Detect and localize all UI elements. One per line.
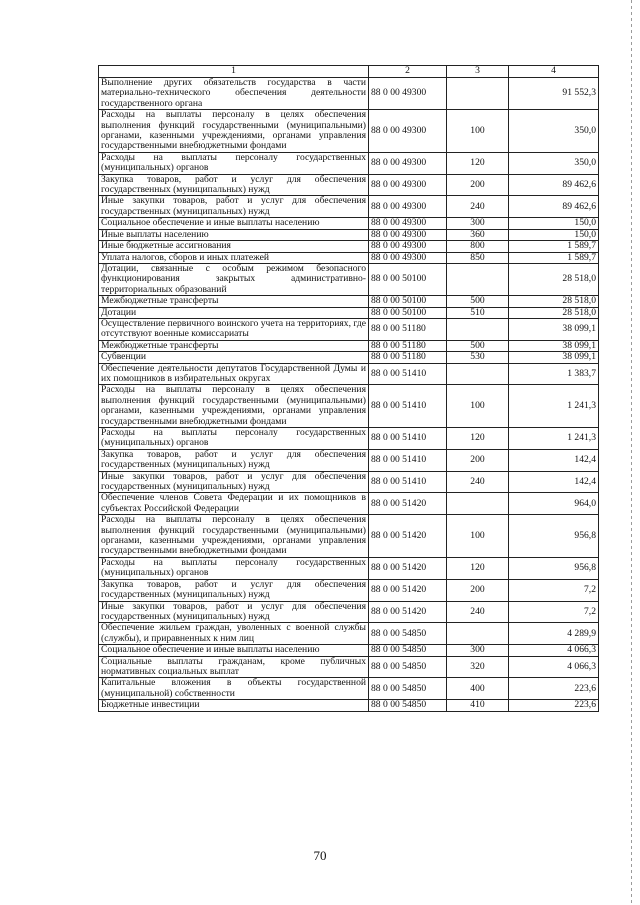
row-name: Бюджетные инвестиции (99, 700, 369, 711)
expense-type-code: 320 (447, 656, 509, 678)
table-row (99, 307, 599, 318)
row-name: Социальное обеспечение и иные выплаты населению (99, 645, 369, 656)
table-row (99, 196, 599, 218)
row-name: Иные закупки товаров, работ и услуг для обеспечения государственных (муниципальных) нужд (99, 196, 369, 218)
target-article-code: 88 0 00 50100 (369, 296, 447, 307)
amount: 150,0 (509, 218, 599, 229)
expense-type-code (447, 318, 509, 340)
expense-type-code: 200 (447, 579, 509, 601)
target-article-code: 88 0 00 49300 (369, 218, 447, 229)
expense-type-code: 300 (447, 218, 509, 229)
expense-type-code: 100 (447, 385, 509, 428)
page-edge (631, 0, 632, 905)
expense-type-code (447, 78, 509, 110)
row-name: Иные выплаты населению (99, 229, 369, 240)
table-row (99, 623, 599, 645)
amount: 142,4 (509, 449, 599, 471)
table-row (99, 340, 599, 351)
expense-type-code (447, 493, 509, 515)
amount: 91 552,3 (509, 78, 599, 110)
amount: 4 289,9 (509, 623, 599, 645)
row-name: Межбюджетные трансферты (99, 296, 369, 307)
table-row (99, 174, 599, 196)
expense-type-code: 800 (447, 241, 509, 252)
row-name: Дотации (99, 307, 369, 318)
amount: 956,8 (509, 515, 599, 558)
target-article-code: 88 0 00 51420 (369, 515, 447, 558)
row-name: Осуществление первичного воинского учета на территориях, где отсутствуют военные комиссариаты (99, 318, 369, 340)
expense-type-code: 200 (447, 174, 509, 196)
target-article-code: 88 0 00 51420 (369, 579, 447, 601)
amount: 1 383,7 (509, 363, 599, 385)
table-row (99, 352, 599, 363)
column-header-code: 2 (369, 66, 447, 78)
amount: 223,6 (509, 678, 599, 700)
table-row (99, 152, 599, 174)
table-row (99, 557, 599, 579)
amount: 4 066,3 (509, 645, 599, 656)
target-article-code: 88 0 00 49300 (369, 174, 447, 196)
row-name: Обеспечение членов Совета Федерации и их помощников в субъектах Российской Федерации (99, 493, 369, 515)
amount: 28 518,0 (509, 263, 599, 295)
row-name: Расходы на выплаты персоналу государственных (муниципальных) органов (99, 152, 369, 174)
target-article-code: 88 0 00 49300 (369, 229, 447, 240)
amount: 956,8 (509, 557, 599, 579)
amount: 7,2 (509, 601, 599, 623)
expense-type-code (447, 363, 509, 385)
table-body (99, 78, 599, 712)
target-article-code: 88 0 00 49300 (369, 241, 447, 252)
table-row (99, 700, 599, 711)
expense-type-code: 360 (447, 229, 509, 240)
amount: 1 241,3 (509, 385, 599, 428)
expense-type-code: 100 (447, 515, 509, 558)
amount: 38 099,1 (509, 340, 599, 351)
row-name: Капитальные вложения в объекты государственной (муниципальной) собственности (99, 678, 369, 700)
row-name: Расходы на выплаты персоналу государственных (муниципальных) органов (99, 428, 369, 450)
target-article-code: 88 0 00 51420 (369, 557, 447, 579)
amount: 223,6 (509, 700, 599, 711)
target-article-code: 88 0 00 51180 (369, 352, 447, 363)
amount: 150,0 (509, 229, 599, 240)
amount: 28 518,0 (509, 296, 599, 307)
row-name: Социальные выплаты гражданам, кроме публичных нормативных социальных выплат (99, 656, 369, 678)
row-name: Расходы на выплаты персоналу в целях обеспечения выполнения функций государственными (муниципальными) органами, казенными учреждениями, органами управления государственными внебюджетными фондами (99, 385, 369, 428)
target-article-code: 88 0 00 49300 (369, 152, 447, 174)
row-name: Социальное обеспечение и иные выплаты населению (99, 218, 369, 229)
expense-type-code: 120 (447, 557, 509, 579)
table-row (99, 656, 599, 678)
amount: 4 066,3 (509, 656, 599, 678)
row-name: Иные закупки товаров, работ и услуг для обеспечения государственных (муниципальных) нужд (99, 601, 369, 623)
table-row (99, 229, 599, 240)
table-row (99, 471, 599, 493)
target-article-code: 88 0 00 54850 (369, 700, 447, 711)
row-name: Уплата налогов, сборов и иных платежей (99, 252, 369, 263)
target-article-code: 88 0 00 49300 (369, 78, 447, 110)
target-article-code: 88 0 00 51410 (369, 363, 447, 385)
table-row (99, 241, 599, 252)
row-name: Закупка товаров, работ и услуг для обеспечения государственных (муниципальных) нужд (99, 174, 369, 196)
row-name: Закупка товаров, работ и услуг для обеспечения государственных (муниципальных) нужд (99, 449, 369, 471)
row-name: Обеспечение деятельности депутатов Государственной Думы и их помощников в избирательных округах (99, 363, 369, 385)
table-row (99, 449, 599, 471)
amount: 38 099,1 (509, 318, 599, 340)
expense-type-code: 300 (447, 645, 509, 656)
target-article-code: 88 0 00 49300 (369, 252, 447, 263)
table-row (99, 263, 599, 295)
column-header-name: 1 (99, 66, 369, 78)
amount: 142,4 (509, 471, 599, 493)
expense-type-code: 240 (447, 196, 509, 218)
row-name: Выполнение других обязательств государства в части материально-технического обеспечения деятельности государственного органа (99, 78, 369, 110)
table-row (99, 296, 599, 307)
table-row (99, 493, 599, 515)
expense-type-code (447, 263, 509, 295)
expense-type-code (447, 623, 509, 645)
amount: 28 518,0 (509, 307, 599, 318)
row-name: Иные бюджетные ассигнования (99, 241, 369, 252)
row-name: Обеспечение жильем граждан, уволенных с военной службы (службы), и приравненных к ним лиц (99, 623, 369, 645)
table-row (99, 601, 599, 623)
expense-type-code: 120 (447, 428, 509, 450)
expense-type-code: 400 (447, 678, 509, 700)
amount: 89 462,6 (509, 196, 599, 218)
expense-type-code: 500 (447, 340, 509, 351)
page-number: 70 (313, 848, 327, 863)
target-article-code: 88 0 00 54850 (369, 678, 447, 700)
table-row (99, 385, 599, 428)
table-row (99, 78, 599, 110)
target-article-code: 88 0 00 51410 (369, 471, 447, 493)
expense-type-code: 240 (447, 471, 509, 493)
target-article-code: 88 0 00 50100 (369, 307, 447, 318)
amount: 89 462,6 (509, 174, 599, 196)
amount: 350,0 (509, 152, 599, 174)
table-row (99, 678, 599, 700)
expense-type-code: 510 (447, 307, 509, 318)
column-header-amount: 4 (509, 66, 599, 78)
target-article-code: 88 0 00 51410 (369, 449, 447, 471)
amount: 350,0 (509, 110, 599, 153)
expense-type-code: 500 (447, 296, 509, 307)
target-article-code: 88 0 00 51420 (369, 493, 447, 515)
expense-type-code: 120 (447, 152, 509, 174)
amount: 1 241,3 (509, 428, 599, 450)
table-row (99, 363, 599, 385)
row-name: Иные закупки товаров, работ и услуг для обеспечения государственных (муниципальных) нужд (99, 471, 369, 493)
expense-type-code: 240 (447, 601, 509, 623)
row-name: Субвенции (99, 352, 369, 363)
target-article-code: 88 0 00 51410 (369, 385, 447, 428)
expense-type-code: 530 (447, 352, 509, 363)
row-name: Дотации, связанные с особым режимом безопасного функционирования закрытых административно-территориальных образований (99, 263, 369, 295)
target-article-code: 88 0 00 51420 (369, 601, 447, 623)
target-article-code: 88 0 00 50100 (369, 263, 447, 295)
row-name: Закупка товаров, работ и услуг для обеспечения государственных (муниципальных) нужд (99, 579, 369, 601)
expense-type-code: 100 (447, 110, 509, 153)
expense-type-code: 410 (447, 700, 509, 711)
table-row (99, 218, 599, 229)
target-article-code: 88 0 00 51410 (369, 428, 447, 450)
column-header-type: 3 (447, 66, 509, 78)
table-row (99, 318, 599, 340)
row-name: Межбюджетные трансферты (99, 340, 369, 351)
row-name: Расходы на выплаты персоналу в целях обеспечения выполнения функций государственными (муниципальными) органами, казенными учреждениями, органами управления государственными внебюджетными фондами (99, 515, 369, 558)
amount: 38 099,1 (509, 352, 599, 363)
row-name: Расходы на выплаты персоналу в целях обеспечения выполнения функций государственными (муниципальными) органами, казенными учреждениями, органами управления государственными внебюджетными фондами (99, 110, 369, 153)
table-row (99, 110, 599, 153)
target-article-code: 88 0 00 49300 (369, 196, 447, 218)
expense-type-code: 850 (447, 252, 509, 263)
target-article-code: 88 0 00 51180 (369, 340, 447, 351)
amount: 7,2 (509, 579, 599, 601)
row-name: Расходы на выплаты персоналу государственных (муниципальных) органов (99, 557, 369, 579)
expense-type-code: 200 (447, 449, 509, 471)
header-row (99, 66, 599, 78)
target-article-code: 88 0 00 54850 (369, 656, 447, 678)
target-article-code: 88 0 00 54850 (369, 645, 447, 656)
amount: 1 589,7 (509, 241, 599, 252)
table-row (99, 515, 599, 558)
table-row (99, 579, 599, 601)
target-article-code: 88 0 00 49300 (369, 110, 447, 153)
table-row (99, 428, 599, 450)
amount: 964,0 (509, 493, 599, 515)
table-row (99, 252, 599, 263)
table-row (99, 645, 599, 656)
amount: 1 589,7 (509, 252, 599, 263)
target-article-code: 88 0 00 51180 (369, 318, 447, 340)
target-article-code: 88 0 00 54850 (369, 623, 447, 645)
budget-table (98, 65, 599, 712)
